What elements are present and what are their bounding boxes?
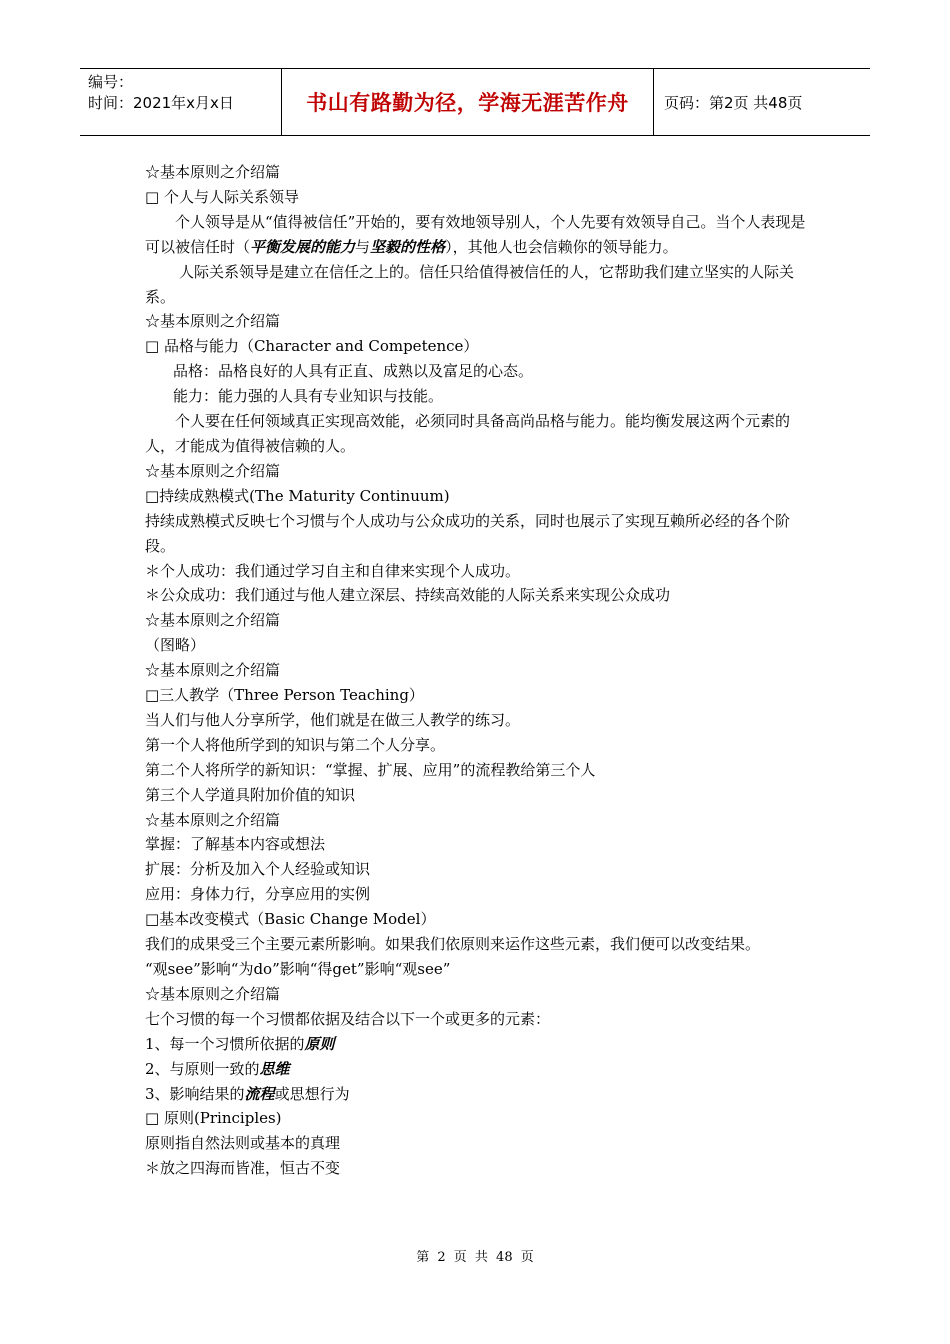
text-line: 掌握：了解基本内容或想法 xyxy=(145,835,326,854)
text-line: 原则指自然法则或基本的真理 xyxy=(145,1134,341,1153)
text-line: 扩展：分析及加入个人经验或知识 xyxy=(145,860,371,879)
text-line: 第二个人将所学的新知识：“掌握、扩展、应用”的流程教给第三个人 xyxy=(145,760,596,779)
header-page-info: 页码：第2页 共48页 xyxy=(664,93,803,112)
subsection-heading: □持续成熟模式(The Maturity Continuum) xyxy=(145,486,450,505)
document-body xyxy=(145,160,810,1181)
subsection-heading: □ 原则(Principles) xyxy=(145,1109,282,1128)
list-item: ＊公众成功：我们通过与他人建立深层、持续高效能的人际关系来实现公众成功 xyxy=(145,586,671,605)
section-heading: ☆基本原则之介绍篇 xyxy=(145,984,281,1003)
time-label: 时间：2021年x月x日 xyxy=(88,94,234,112)
number-label: 编号： xyxy=(88,73,134,91)
paragraph: 人际关系领导是建立在信任之上的。信任只给值得被信任的人，它帮助我们建立坚实的人际关系。 xyxy=(145,262,795,306)
emphasis-text: 平衡发展的能力 xyxy=(250,237,356,256)
header-motto: 书山有路勤为径，学海无涯苦作舟 xyxy=(282,69,654,135)
emphasis-text: 坚毅的性格 xyxy=(370,237,446,256)
subsection-heading: □ 个人与人际关系领导 xyxy=(145,187,299,206)
emphasis-text: 流程 xyxy=(244,1084,275,1103)
paragraph: 个人要在任何领域真正实现高效能，必须同时具备高尚品格与能力。能均衡发展这两个元素的人，才能成为值得被信赖的人。 xyxy=(145,412,791,455)
section-heading: ☆基本原则之介绍篇 xyxy=(145,163,281,181)
list-item: ＊放之四海而皆准，恒古不变 xyxy=(145,1159,341,1178)
paragraph: 个人领导是从“值得被信任”开始的，要有效地领导别人，个人先要有效领导自己。当个人表现是可以被信任时（平衡发展的能力与坚毅的性格），其他人也会信赖你的领导能力。 xyxy=(145,212,806,256)
section-heading: ☆基本原则之介绍篇 xyxy=(145,611,281,630)
section-heading: ☆基本原则之介绍篇 xyxy=(145,810,281,829)
subsection-heading: □基本改变模式（Basic Change Model） xyxy=(145,910,436,929)
header-meta xyxy=(80,69,282,135)
emphasis-text: 原则 xyxy=(304,1034,335,1053)
figure-omitted-note: （图略） xyxy=(145,636,206,655)
text-line: 第三个人学道具附加价值的知识 xyxy=(145,785,356,804)
list-item: 1、每一个习惯所依据的原则 xyxy=(145,1034,335,1053)
text-line: 七个习惯的每一个习惯都依据及结合以下一个或更多的元素： xyxy=(145,1009,551,1028)
list-item: 2、与原则一致的思维 xyxy=(145,1059,290,1078)
paragraph: 持续成熟模式反映七个习惯与个人成功与公众成功的关系，同时也展示了实现互赖所必经的各个阶段。 xyxy=(145,511,791,555)
text-line: 品格：品格良好的人具有正直、成熟以及富足的心态。 xyxy=(173,362,534,381)
text-line: 能力：能力强的人具有专业知识与技能。 xyxy=(173,387,444,406)
subsection-heading: □三人教学（Three Person Teaching） xyxy=(145,686,424,705)
list-item: 3、影响结果的流程或思想行为 xyxy=(145,1084,350,1103)
paragraph: 我们的成果受三个主要元素所影响。如果我们依原则来运作这些元素，我们便可以改变结果。 xyxy=(145,935,761,954)
page-footer: 第 2 页 共 48 页 xyxy=(416,1250,534,1265)
section-heading: ☆基本原则之介绍篇 xyxy=(145,312,281,331)
text-line: 当人们与他人分享所学，他们就是在做三人教学的练习。 xyxy=(145,710,521,729)
section-heading: ☆基本原则之介绍篇 xyxy=(145,461,281,480)
text-line: 第一个人将他所学到的知识与第二个人分享。 xyxy=(145,735,446,754)
page-header xyxy=(80,68,870,136)
list-item: ＊个人成功：我们通过学习自主和自律来实现个人成功。 xyxy=(145,561,521,580)
emphasis-text: 思维 xyxy=(259,1059,290,1078)
subsection-heading: □ 品格与能力（Character and Competence） xyxy=(145,337,479,356)
section-heading: ☆基本原则之介绍篇 xyxy=(145,661,281,680)
text-line: 应用：身体力行，分享应用的实例 xyxy=(145,885,371,904)
text-line: “观see”影响“为do”影响“得get”影响“观see” xyxy=(145,960,451,978)
